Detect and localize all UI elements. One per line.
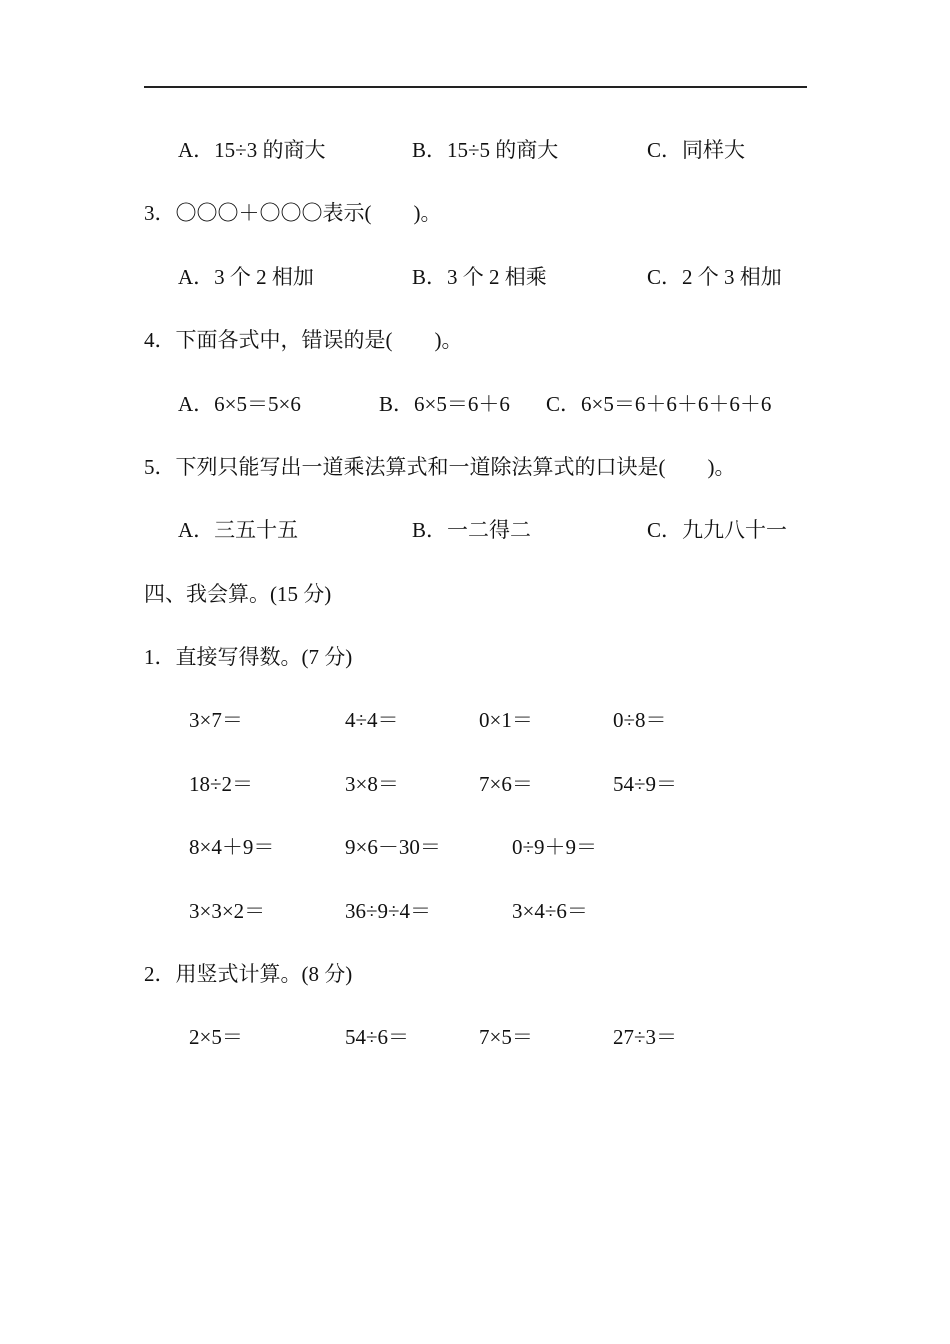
calc-item: 0÷8＝ (613, 708, 667, 732)
section-title: 四、我会算。(15 分) (144, 582, 332, 606)
calc-item: 3×4÷6＝ (512, 899, 588, 923)
calc-item: 0×1＝ (479, 708, 533, 732)
q4-option-c: C．6×5＝6＋6＋6＋6＋6 (546, 392, 772, 416)
calc-item: 9×6－30＝ (345, 835, 441, 859)
q4-stem: 4．下面各式中，错误的是( )。 (144, 328, 463, 352)
part1-title: 1．直接写得数。(7 分) (144, 645, 353, 669)
calc-item: 36÷9÷4＝ (345, 899, 432, 923)
q4-option-b: B．6×5＝6＋6 (379, 392, 510, 416)
vertical-calc-item: 7×5＝ (479, 1025, 533, 1049)
calc-item: 3×3×2＝ (189, 899, 266, 923)
q3-option-b: B．3 个 2 相乘 (412, 265, 547, 289)
calc-item: 3×8＝ (345, 772, 399, 796)
calc-item: 8×4＋9＝ (189, 835, 275, 859)
calc-item: 4÷4＝ (345, 708, 399, 732)
q2-option-c: C．同样大 (647, 138, 746, 162)
q5-option-a: A．三五十五 (178, 518, 299, 542)
calc-item: 0÷9＋9＝ (512, 835, 598, 859)
calc-item: 18÷2＝ (189, 772, 254, 796)
q2-option-a: A．15÷3 的商大 (178, 138, 326, 162)
part2-title: 2．用竖式计算。(8 分) (144, 962, 353, 986)
q5-stem: 5．下列只能写出一道乘法算式和一道除法算式的口诀是( )。 (144, 455, 736, 479)
q3-option-a: A．3 个 2 相加 (178, 265, 314, 289)
q4-option-a: A．6×5＝5×6 (178, 392, 301, 416)
vertical-calc-item: 2×5＝ (189, 1025, 243, 1049)
q2-option-b: B．15÷5 的商大 (412, 138, 559, 162)
q3-stem: 3．〇〇〇＋〇〇〇表示( )。 (144, 201, 442, 225)
calc-item: 3×7＝ (189, 708, 243, 732)
vertical-calc-item: 54÷6＝ (345, 1025, 410, 1049)
header-rule (144, 86, 807, 88)
q3-option-c: C．2 个 3 相加 (647, 265, 782, 289)
q5-option-c: C．九九八十一 (647, 518, 788, 542)
calc-item: 54÷9＝ (613, 772, 678, 796)
q5-option-b: B．一二得二 (412, 518, 532, 542)
calc-item: 7×6＝ (479, 772, 533, 796)
vertical-calc-item: 27÷3＝ (613, 1025, 678, 1049)
